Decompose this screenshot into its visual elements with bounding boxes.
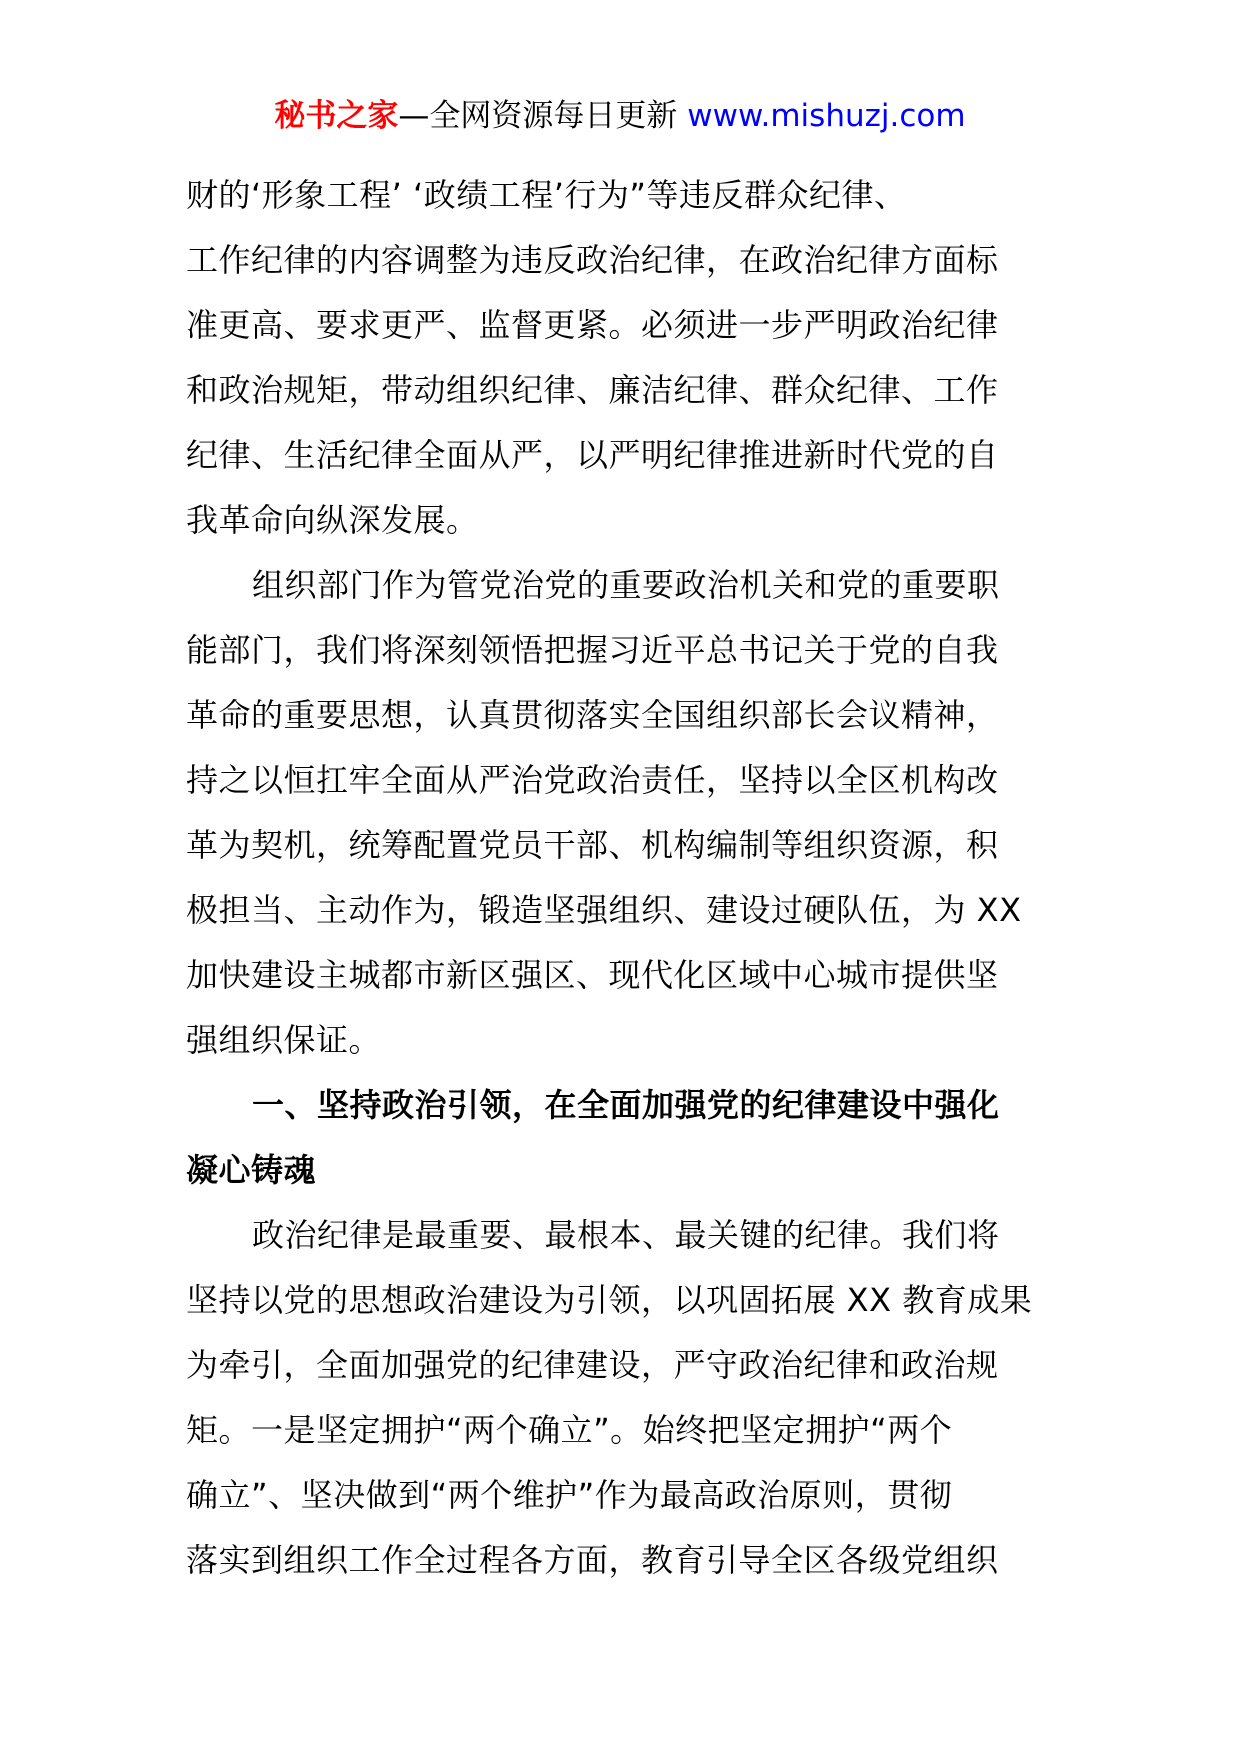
text-line: 加快建设主城都市新区强区、现代化区域中心城市提供坚 (186, 956, 999, 994)
text-line: 我革命向纵深发展。 (186, 501, 479, 539)
heading-line: 凝心铸魂 (186, 1151, 317, 1189)
section-heading (186, 1073, 1086, 1203)
site-header (0, 96, 1240, 136)
site-url-link[interactable]: www.mishuzj.com (687, 98, 966, 134)
text-line: 确立”、坚决做到“两个维护”作为最高政治原则，贯彻 (186, 1476, 953, 1514)
text-line: 纪律、生活纪律全面从严，以严明纪律推进新时代党的自 (186, 436, 999, 474)
text-line: 能部门，我们将深刻领悟把握习近平总书记关于党的自我 (186, 631, 999, 669)
text-line: 极担当、主动作为，锻造坚强组织、建设过硬队伍，为 XX (186, 891, 1022, 929)
text-line: 革命的重要思想，认真贯彻落实全国组织部长会议精神， (186, 696, 999, 734)
text-line: 和政治规矩，带动组织纪律、廉洁纪律、群众纪律、工作 (186, 371, 999, 409)
text-line: 革为契机，统筹配置党员干部、机构编制等组织资源，积 (186, 826, 999, 864)
site-tagline: —全网资源每日更新 (398, 98, 678, 134)
text-line: 工作纪律的内容调整为违反政治纪律，在政治纪律方面标 (186, 241, 999, 279)
text-line: 财的‘形象工程’ ‘政绩工程’行为”等违反群众纪律、 (186, 176, 907, 214)
text-line: 政治纪律是最重要、最根本、最关键的纪律。我们将 (252, 1216, 1000, 1254)
text-line: 坚持以党的思想政治建设为引领，以巩固拓展 XX 教育成果 (186, 1281, 1033, 1319)
text-line: 组织部门作为管党治党的重要政治机关和党的重要职 (252, 566, 1000, 604)
text-line: 为牵引，全面加强党的纪律建设，严守政治纪律和政治规 (186, 1346, 999, 1384)
text-line: 矩。一是坚定拥护“两个确立”。始终把坚定拥护“两个 (186, 1411, 953, 1449)
document-body (186, 163, 1086, 1593)
text-line: 持之以恒扛牢全面从严治党政治责任，坚持以全区机构改 (186, 761, 999, 799)
text-line: 强组织保证。 (186, 1021, 382, 1059)
paragraph-1 (186, 163, 1086, 553)
heading-line: 一、坚持政治引领，在全面加强党的纪律建设中强化 (252, 1086, 1000, 1124)
text-line: 准更高、要求更严、监督更紧。必须进一步严明政治纪律 (186, 306, 999, 344)
site-brand: 秘书之家 (274, 98, 399, 134)
paragraph-2 (186, 553, 1086, 1073)
text-line: 落实到组织工作全过程各方面，教育引导全区各级党组织 (186, 1541, 999, 1579)
paragraph-3 (186, 1203, 1086, 1593)
